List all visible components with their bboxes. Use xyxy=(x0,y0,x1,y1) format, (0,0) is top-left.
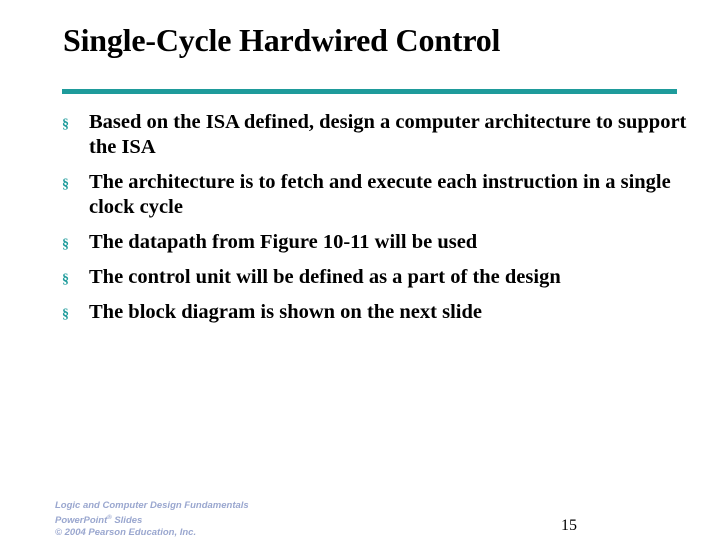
bullet-item xyxy=(62,265,702,290)
bullet-text: The block diagram is shown on the next slide xyxy=(89,301,482,323)
bullet-text: Based on the ISA defined, design a computer architecture to support the ISA xyxy=(89,111,687,158)
bullet-item xyxy=(62,110,702,160)
copyright-footer xyxy=(55,500,249,539)
page-number: 15 xyxy=(561,517,577,534)
bullet-item xyxy=(62,300,702,325)
bullet-text: The architecture is to fetch and execute each instruction in a single clock cycle xyxy=(89,171,671,218)
bullet-item xyxy=(62,230,702,255)
slide-title: Single-Cycle Hardwired Control xyxy=(63,22,501,58)
title-divider xyxy=(62,89,677,94)
footer-line-copyright: © 2004 Pearson Education, Inc. xyxy=(55,527,197,539)
footer-powerpoint: PowerPoint xyxy=(55,515,108,527)
bullet-marker-icon: § xyxy=(62,117,69,132)
bullet-text: The datapath from Figure 10-11 will be used xyxy=(89,231,478,253)
bullet-marker-icon: § xyxy=(62,237,69,252)
footer-registered-mark: ® xyxy=(107,515,112,521)
footer-slides-label: Slides xyxy=(111,515,143,527)
bullet-marker-icon: § xyxy=(62,177,69,192)
bullet-list xyxy=(62,110,702,335)
bullet-item xyxy=(62,170,702,220)
bullet-marker-icon: § xyxy=(62,272,69,287)
footer-line-book: Logic and Computer Design Fundamentals xyxy=(55,500,249,511)
bullet-text: The control unit will be defined as a part of the design xyxy=(89,266,561,288)
bullet-marker-icon: § xyxy=(62,307,69,322)
footer-line-slides xyxy=(55,512,249,527)
